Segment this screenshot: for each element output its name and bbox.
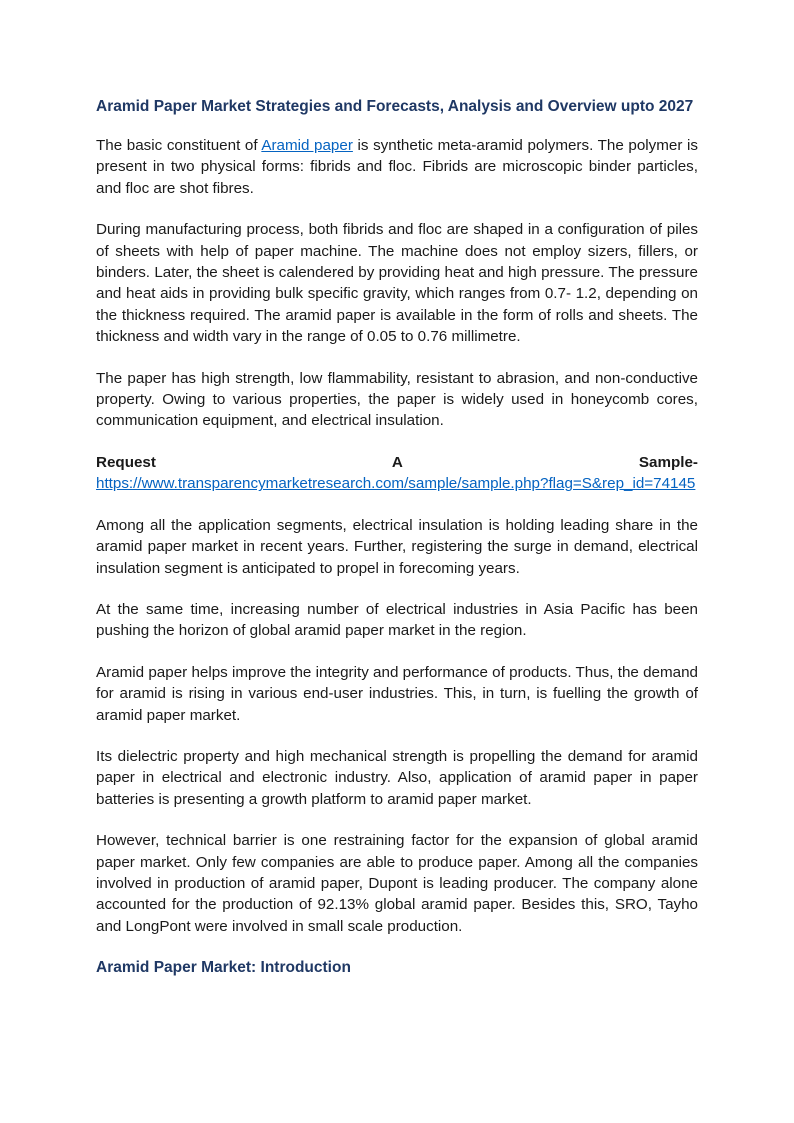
document-page bbox=[96, 96, 698, 978]
manufacturing-paragraph: During manufacturing process, both fibrids and floc are shaped in a configuration of piles of sheets with help of paper machine. The machine does not employ sizers, fillers, or binders. Later, the sheet is calendered by providing heat and high pressure. The pressure and heat aids in providing bulk specific gravity, which ranges from 0.7- 1.2, depending on the thickness required. The aramid paper is available in the form of rolls and sheets. The thickness and width vary in the range of 0.05 to 0.76 millimetre. bbox=[96, 221, 698, 346]
asia-pacific-paragraph: At the same time, increasing number of electrical industries in Asia Pacific has been pushing the horizon of global aramid paper market in the region. bbox=[96, 600, 698, 640]
aramid-paper-link[interactable]: Aramid paper bbox=[261, 137, 353, 154]
request-sample-url-line bbox=[96, 473, 698, 494]
intro-text-start: The basic constituent of bbox=[96, 137, 262, 154]
request-word: Request bbox=[96, 453, 156, 471]
intro-text-end: is synthetic meta-aramid polymers. The polymer is present in two physical forms: fibrids and floc. Fibrids are microscopic binder particles, and floc are shot fibres. bbox=[96, 137, 698, 197]
intro-paragraph bbox=[96, 135, 698, 199]
integrity-paragraph: Aramid paper helps improve the integrity and performance of products. Thus, the demand for aramid is rising in various end-user industries. This, in turn, is fuelling the growth of aramid paper market. bbox=[96, 663, 698, 724]
technical-barrier-paragraph: However, technical barrier is one restraining factor for the expansion of global aramid paper market. Only few companies are able to produce paper. Among all the companies involved in production of aramid paper, Dupont is leading producer. The company alone accounted for the production of 92.13% global aramid paper. Besides this, SRO, Tayho and LongPont were involved in small scale production. bbox=[96, 832, 698, 935]
sample-request-link[interactable]: https://www.transparencymarketresearch.com/sample/sample.php?flag=S&rep_id=74145 bbox=[96, 475, 696, 493]
request-a-word: A bbox=[391, 453, 403, 471]
introduction-heading: Aramid Paper Market: Introduction bbox=[96, 959, 351, 977]
dielectric-paragraph: Its dielectric property and high mechanical strength is propelling the demand for aramid paper in electrical and electronic industry. Also, application of aramid paper in paper batteries is presenting a growth platform to aramid paper market. bbox=[96, 747, 698, 808]
request-sample-word: Sample- bbox=[638, 453, 698, 471]
document-title: Aramid Paper Market Strategies and Forecasts, Analysis and Overview upto 2027 bbox=[96, 98, 694, 115]
properties-paragraph: The paper has high strength, low flammability, resistant to abrasion, and non-conductive property. Owing to various properties, the paper is widely used in honeycomb cores, communication equipment, and electrical insulation. bbox=[96, 369, 698, 430]
application-segments-paragraph: Among all the application segments, electrical insulation is holding leading share in the aramid paper market in recent years. Further, registering the surge in demand, electrical insulation segment is anticipated to propel in forecoming years. bbox=[96, 516, 698, 577]
request-sample-line bbox=[96, 452, 698, 473]
